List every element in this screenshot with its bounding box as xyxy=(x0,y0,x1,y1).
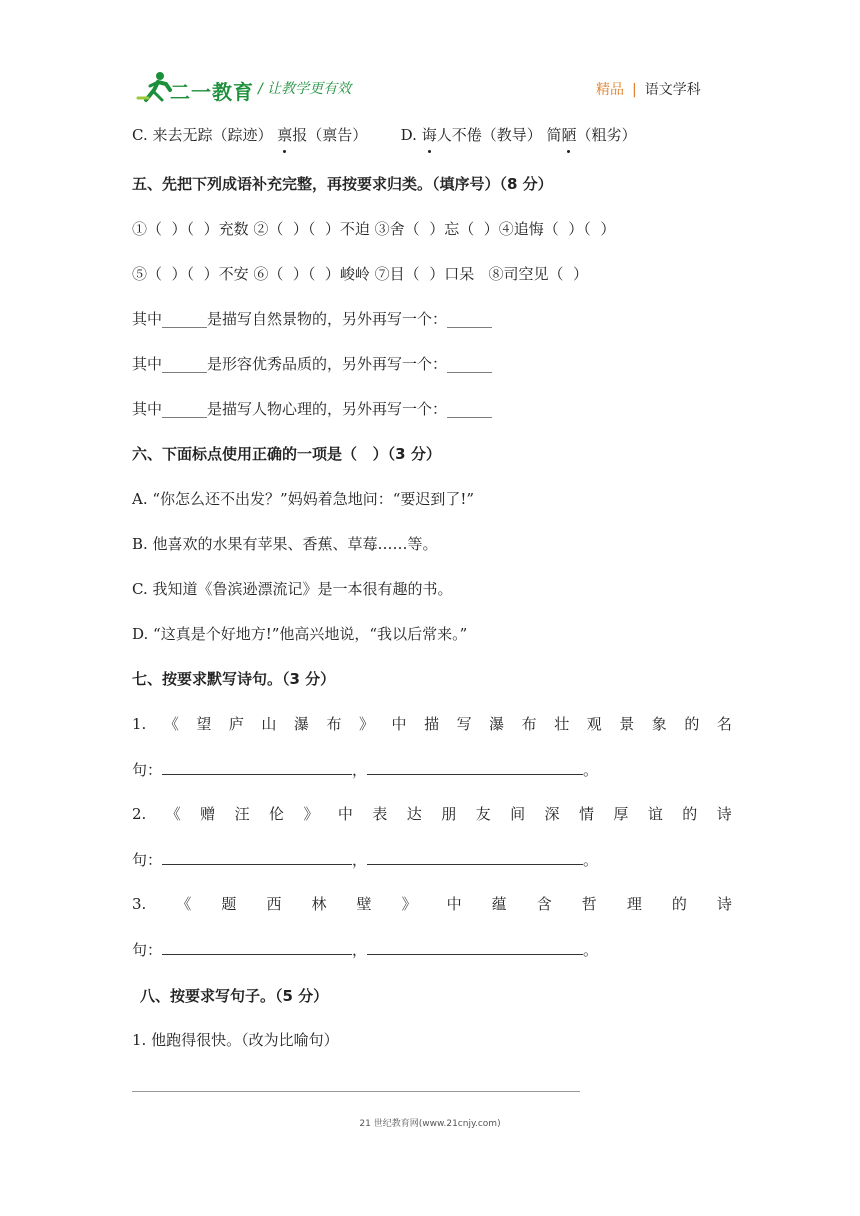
poem-question-char: 友 xyxy=(475,805,491,823)
poem-question-char: 的 xyxy=(682,805,698,823)
punctuation-option-c: C. 我知道《鲁滨逊漂流记》是一本很有趣的书。 xyxy=(132,580,453,598)
poem-question-char: 哲 xyxy=(581,895,597,913)
poem-question-char: 壁 xyxy=(356,895,372,913)
poem-question-char: 》 xyxy=(359,715,375,733)
poem-question-char: 林 xyxy=(311,895,327,913)
answer-blank[interactable] xyxy=(367,848,583,865)
quality-label: 精品 xyxy=(596,82,624,98)
dotted-char: 禀 xyxy=(277,126,293,144)
poem-question-char: 的 xyxy=(671,895,687,913)
option-d-rest: （粗劣） xyxy=(576,126,637,144)
poem-question-char: 望 xyxy=(196,715,212,733)
period: 。 xyxy=(583,761,599,779)
answer-prefix: 句： xyxy=(132,941,163,959)
rewrite-question-1: 1. 他跑得很快。（改为比喻句） xyxy=(132,1031,339,1049)
punctuation-option-b: B. 他喜欢的水果有苹果、香蕉、草莓……等。 xyxy=(132,535,438,553)
answer-blank[interactable] xyxy=(367,758,583,775)
poem-question-char: 描 xyxy=(424,715,440,733)
poem-question-char: 《 xyxy=(176,895,192,913)
classify-question-1: 其中______是描写自然景物的，另外再写一个：______ xyxy=(132,310,493,328)
poem-answer-2 xyxy=(132,848,598,871)
poem-question-char: 观 xyxy=(586,715,602,733)
poem-question-char: 谊 xyxy=(647,805,663,823)
poem-question-char: 诗 xyxy=(716,805,732,823)
idiom-row-1: ①（ ）（ ）充数 ②（ ）（ ）不迫 ③舍（ ）忘（ ）④追悔（ ）（ ） xyxy=(132,220,616,238)
option-c-rest: 报（禀告） xyxy=(292,126,368,144)
option-c-d-line xyxy=(132,124,637,146)
section-6-heading: 六、下面标点使用正确的一项是（ ）（3 分） xyxy=(132,445,441,463)
classify-question-2: 其中______是形容优秀品质的，另外再写一个：______ xyxy=(132,355,493,373)
poem-question-char: 理 xyxy=(626,895,642,913)
comma: ， xyxy=(352,761,368,779)
answer-blank[interactable] xyxy=(162,848,352,865)
section-7-heading: 七、按要求默写诗句。（3 分） xyxy=(132,670,336,688)
poem-question-char: 布 xyxy=(326,715,342,733)
poem-question-char: 的 xyxy=(684,715,700,733)
poem-answer-3 xyxy=(132,938,598,961)
poem-question-char: 中 xyxy=(391,715,407,733)
poem-question-char: 朋 xyxy=(441,805,457,823)
poem-question-char: 景 xyxy=(619,715,635,733)
poem-question-char: 庐 xyxy=(228,715,244,733)
footer-source: 21 世纪教育网(www.21cnjy.com) xyxy=(359,1119,501,1129)
header-separator: | xyxy=(632,82,637,98)
poem-question-char: 汪 xyxy=(234,805,250,823)
poem-answer-1 xyxy=(132,758,598,781)
poem-question-char: 3. xyxy=(132,895,147,913)
poem-question-3 xyxy=(132,893,732,915)
comma: ， xyxy=(352,851,368,869)
footer-divider xyxy=(132,1091,580,1092)
poem-question-char: 伦 xyxy=(269,805,285,823)
dotted-char: 诲 xyxy=(421,126,437,144)
poem-question-char: 《 xyxy=(165,805,181,823)
poem-question-char: 赠 xyxy=(200,805,216,823)
poem-question-char: 瀑 xyxy=(293,715,309,733)
poem-question-char: 2. xyxy=(132,805,147,823)
poem-question-char: 瀑 xyxy=(489,715,505,733)
period: 。 xyxy=(583,941,599,959)
poem-question-char: 1. xyxy=(132,715,147,733)
poem-question-1 xyxy=(132,713,732,735)
option-c-text: C. 来去无踪（踪迹） xyxy=(132,126,278,144)
poem-question-char: 深 xyxy=(544,805,560,823)
subject-label: 语文学科 xyxy=(644,82,701,98)
classify-question-3: 其中______是描写人物心理的，另外再写一个：______ xyxy=(132,400,493,418)
poem-question-char: 布 xyxy=(521,715,537,733)
answer-blank[interactable] xyxy=(162,938,352,955)
period: 。 xyxy=(583,851,599,869)
poem-question-char: 间 xyxy=(510,805,526,823)
option-d-text: 人不倦（教导） 简 xyxy=(436,126,562,144)
poem-question-char: 题 xyxy=(221,895,237,913)
option-d-prefix: D. xyxy=(367,126,422,144)
comma: ， xyxy=(352,941,368,959)
poem-question-char: 写 xyxy=(456,715,472,733)
dotted-char: 陋 xyxy=(561,126,577,144)
poem-question-char: 山 xyxy=(261,715,277,733)
answer-blank[interactable] xyxy=(162,758,352,775)
answer-prefix: 句： xyxy=(132,761,163,779)
poem-question-char: 蕴 xyxy=(491,895,507,913)
poem-question-char: 表 xyxy=(372,805,388,823)
poem-question-2 xyxy=(132,803,732,825)
punctuation-option-d: D. “这真是个好地方!”他高兴地说，“我以后常来。” xyxy=(132,625,468,643)
answer-prefix: 句： xyxy=(132,851,163,869)
poem-question-char: 情 xyxy=(578,805,594,823)
brand-slogan: / 让教学更有效 xyxy=(258,81,352,97)
section-8-heading: 八、按要求写句子。（5 分） xyxy=(140,987,329,1005)
header-subject xyxy=(596,79,701,99)
answer-blank[interactable] xyxy=(367,938,583,955)
punctuation-option-a: A. “你怎么还不出发？”妈妈着急地问：“要迟到了!” xyxy=(132,490,475,508)
poem-question-char: 名 xyxy=(716,715,732,733)
idiom-row-2: ⑤（ ）（ ）不安 ⑥（ ）（ ）峻岭 ⑦目（ ）口呆 ⑧司空见（ ） xyxy=(132,265,589,283)
poem-question-char: 《 xyxy=(163,715,179,733)
poem-question-char: 厚 xyxy=(613,805,629,823)
poem-question-char: 中 xyxy=(337,805,353,823)
poem-question-char: 含 xyxy=(536,895,552,913)
poem-question-char: 诗 xyxy=(716,895,732,913)
poem-question-char: 壮 xyxy=(554,715,570,733)
section-5-heading: 五、先把下列成语补充完整，再按要求归类。（填序号）（8 分） xyxy=(132,175,553,193)
poem-question-char: 达 xyxy=(406,805,422,823)
poem-question-char: 象 xyxy=(651,715,667,733)
brand-logo-text: 二一教育 xyxy=(170,80,254,104)
poem-question-char: 》 xyxy=(401,895,417,913)
poem-question-char: 西 xyxy=(266,895,282,913)
poem-question-char: 》 xyxy=(303,805,319,823)
poem-question-char: 中 xyxy=(446,895,462,913)
